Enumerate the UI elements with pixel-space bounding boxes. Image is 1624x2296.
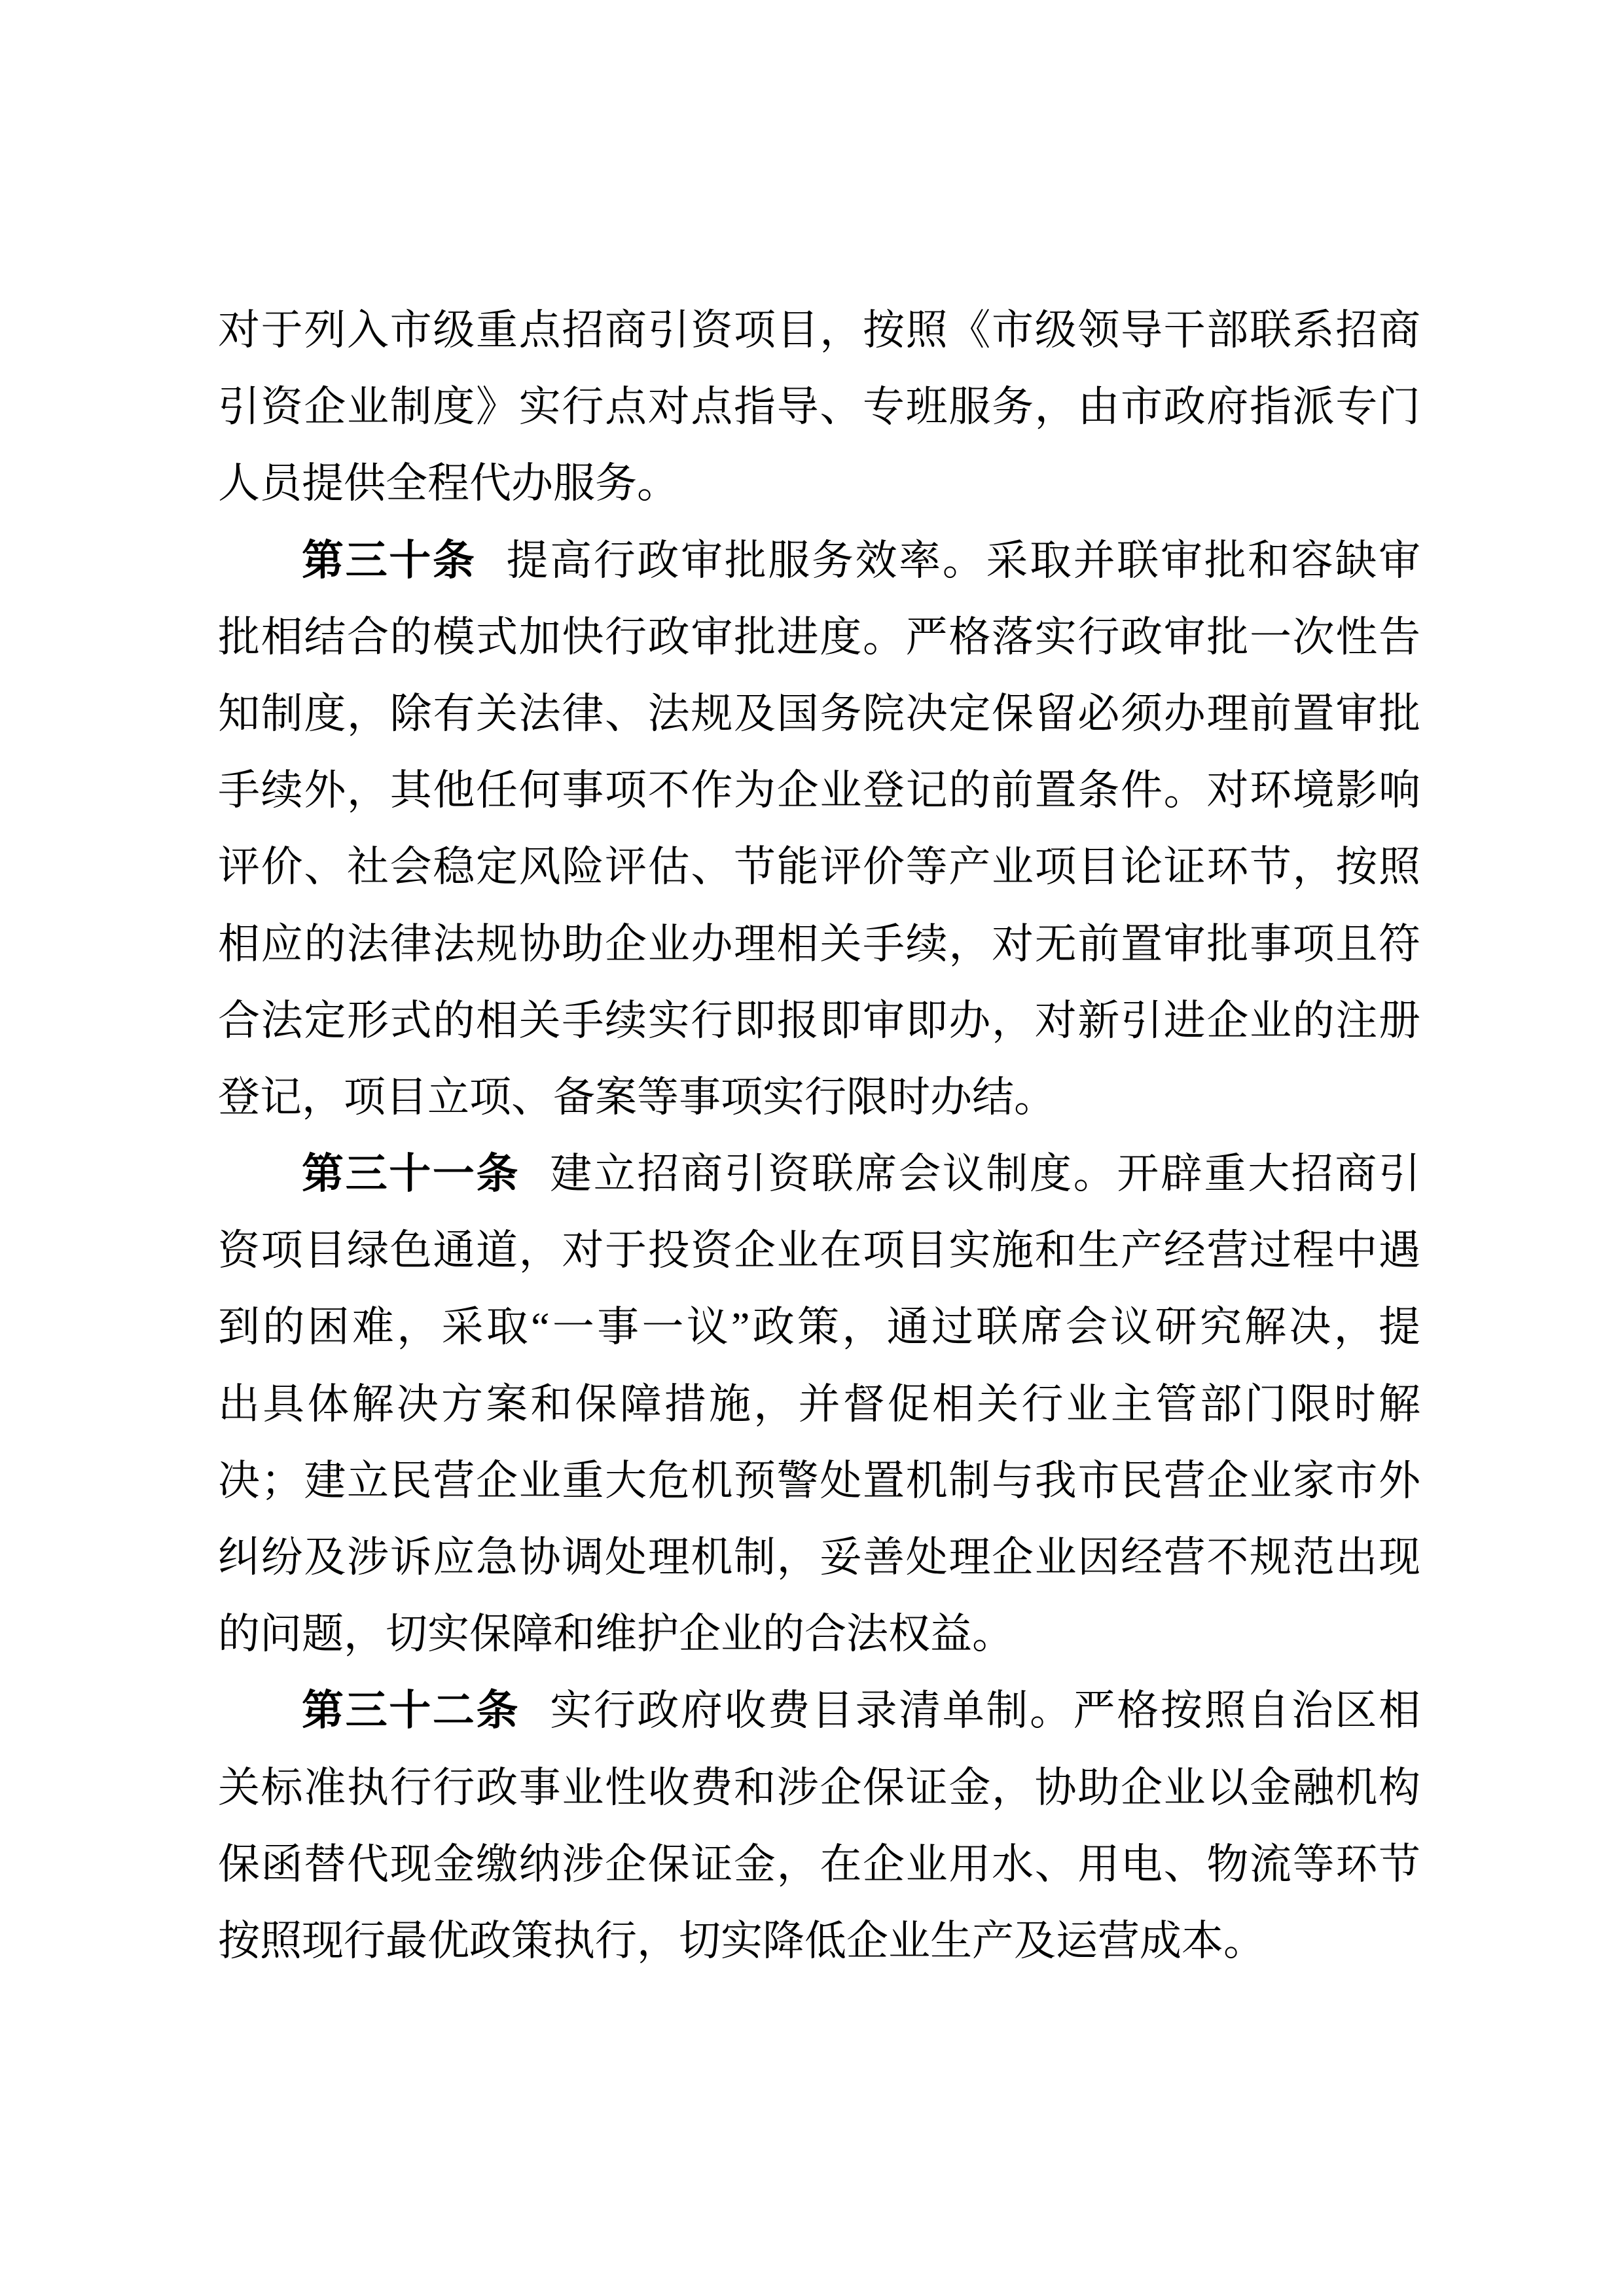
line-text: 对于列入市级重点招商引资项目，按照《市级领导干部联系招商 (218, 307, 1420, 353)
text-line (218, 1903, 1420, 1979)
text-line (218, 752, 1420, 829)
line-text: 手续外，其他任何事项不作为企业登记的前置条件。对环境影响 (218, 767, 1420, 814)
line-text: 保函替代现金缴纳涉企保证金，在企业用水、用电、物流等环节 (218, 1840, 1420, 1888)
line-text: 提高行政审批服务效率。采取并联审批和容缺审 (506, 537, 1420, 584)
text-line (218, 1289, 1420, 1365)
article-number: 第三十一条 (302, 1151, 520, 1198)
line-text: 出具体解决方案和保障措施，并督促相关行业主管部门限时解 (218, 1380, 1420, 1427)
text-line (218, 982, 1420, 1059)
article-number: 第三十条 (302, 537, 477, 584)
article-number: 第三十二条 (302, 1687, 520, 1734)
text-line (218, 1366, 1420, 1443)
text-line (218, 599, 1420, 675)
text-line (218, 1672, 1420, 1749)
line-text: 人员提供全程代办服务。 (218, 460, 679, 507)
text-line (218, 1596, 1420, 1672)
text-line (218, 368, 1420, 445)
text-line (218, 675, 1420, 752)
text-line (218, 445, 1420, 522)
line-text: 引资企业制度》实行点对点指导、专班服务，由市政府指派专门 (218, 384, 1420, 431)
text-block (218, 292, 1420, 1979)
line-text: 评价、社会稳定风险评估、节能评价等产业项目论证环节，按照 (218, 844, 1420, 891)
line-text: 相应的法律法规协助企业办理相关手续，对无前置审批事项且符 (218, 920, 1420, 967)
text-line (218, 906, 1420, 982)
text-line (218, 1059, 1420, 1136)
text-line (218, 1443, 1420, 1519)
line-text: 决；建立民营企业重大危机预警处置机制与我市民营企业家市外 (218, 1457, 1420, 1504)
line-text: 资项目绿色通道，对于投资企业在项目实施和生产经营过程中遇 (218, 1227, 1420, 1274)
text-line (218, 829, 1420, 905)
text-line (218, 1749, 1420, 1826)
text-line (218, 1212, 1420, 1289)
text-line (218, 1136, 1420, 1212)
text-line (218, 1519, 1420, 1596)
line-text: 关标准执行行政事业性收费和涉企保证金，协助企业以金融机构 (218, 1764, 1420, 1811)
text-line (218, 522, 1420, 599)
text-line (218, 292, 1420, 368)
line-text: 按照现行最优政策执行，切实降低企业生产及运营成本。 (218, 1917, 1265, 1964)
line-text: 到的困难，采取“一事一议”政策，通过联席会议研究解决，提 (218, 1304, 1420, 1351)
line-text: 纠纷及涉诉应急协调处理机制，妥善处理企业因经营不规范出现 (218, 1534, 1420, 1581)
line-text: 合法定形式的相关手续实行即报即审即办，对新引进企业的注册 (218, 997, 1420, 1044)
text-line (218, 1826, 1420, 1903)
line-text: 批相结合的模式加快行政审批进度。严格落实行政审批一次性告 (218, 613, 1420, 660)
line-text: 的问题，切实保障和维护企业的合法权益。 (218, 1611, 1014, 1658)
line-text: 登记，项目立项、备案等事项实行限时办结。 (218, 1073, 1056, 1121)
line-text: 知制度，除有关法律、法规及国务院决定保留必须办理前置审批 (218, 690, 1420, 737)
line-text: 实行政府收费目录清单制。严格按照自治区相 (550, 1687, 1420, 1734)
line-text: 建立招商引资联席会议制度。开辟重大招商引 (550, 1151, 1420, 1198)
